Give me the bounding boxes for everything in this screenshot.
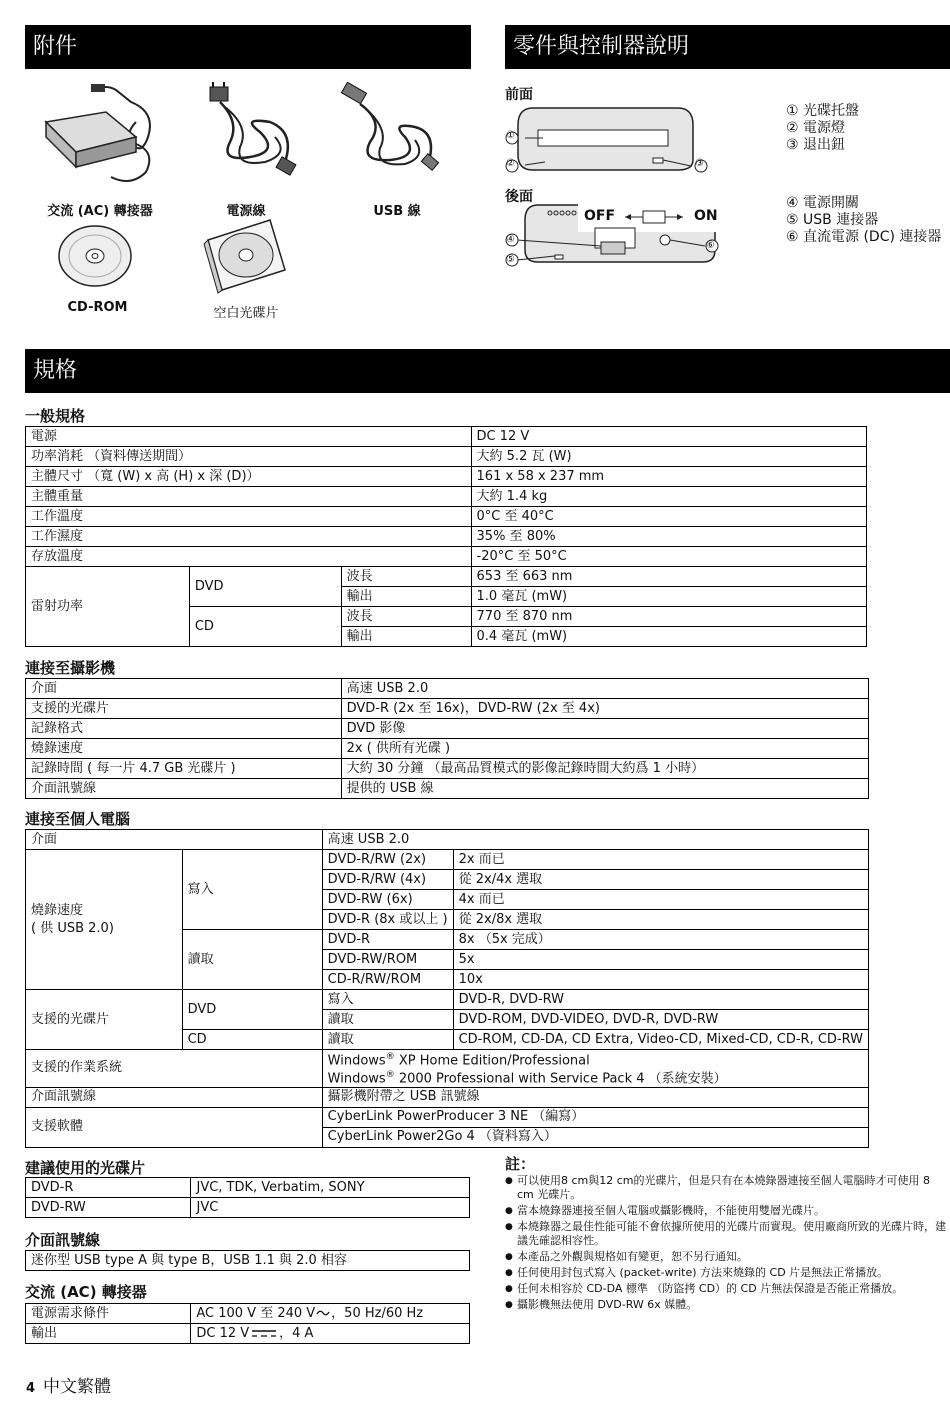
- spec-value: 攝影機附帶之 USB 訊號線: [322, 1087, 868, 1107]
- media-type: DVD-R/RW (2x): [322, 850, 453, 870]
- media-type: DVD-R (8x 或以上 ): [322, 910, 453, 930]
- os-value: [322, 1050, 868, 1088]
- registered-mark: ®: [385, 1052, 395, 1062]
- spec-value: 1.0 毫瓦 (mW): [471, 587, 866, 607]
- notes-section: [505, 1155, 950, 1314]
- accessories-header: [25, 25, 471, 69]
- spec-label: 電源: [26, 427, 472, 447]
- read-label: 讀取: [322, 1030, 453, 1050]
- rear-marker-4: ④: [506, 234, 515, 245]
- blank-disc-illustration: [200, 215, 290, 295]
- ac-adapter-table: [25, 1303, 470, 1344]
- os-edition: 2000 Professional with Service Pack 4 （系統安裝）: [394, 1071, 727, 1087]
- legend-item: ⑤ USB 連接器: [786, 212, 879, 228]
- parts-title: 零件與控制器說明: [513, 34, 690, 59]
- spec-label: DVD-RW: [26, 1198, 191, 1218]
- spec-label: 支援的光碟片: [26, 699, 342, 719]
- general-specs-table: [25, 426, 867, 647]
- spec-value: [191, 1324, 470, 1344]
- accessory-blank-disc-caption: 空白光碟片: [213, 306, 279, 321]
- spec-value: -20°C 至 50°C: [471, 547, 866, 567]
- spec-label: 工作濕度: [26, 527, 472, 547]
- spec-label: 主體重量: [26, 487, 472, 507]
- recommended-discs-table: [25, 1177, 470, 1218]
- spec-label: 燒錄速度: [26, 739, 342, 759]
- spec-label: 介面: [26, 679, 342, 699]
- burn-speed-line: ( 供 USB 2.0): [31, 920, 114, 936]
- spec-value: 大約 30 分鐘 （最高品質模式的影像記錄時間大約爲 1 小時）: [341, 759, 868, 779]
- note-item: ● 攝影機無法使用 DVD-RW 6x 媒體。: [505, 1298, 950, 1312]
- legend-item: ② 電源燈: [786, 120, 846, 136]
- spec-value: 35% 至 80%: [471, 527, 866, 547]
- cd-rom-illustration: [55, 222, 135, 290]
- table-row: [26, 467, 867, 487]
- read-label: 讀取: [182, 930, 322, 990]
- pc-specs-title: 連接至個人電腦: [25, 810, 131, 828]
- spec-value: 從 2x/8x 選取: [453, 910, 868, 930]
- accessories-title: 附件: [33, 34, 78, 59]
- spec-value: DVD-R, DVD-RW: [453, 990, 868, 1010]
- media-type: CD-R/RW/ROM: [322, 970, 453, 990]
- table-row: [26, 759, 869, 779]
- spec-value: 770 至 870 nm: [471, 607, 866, 627]
- laser-cd-label: CD: [189, 607, 341, 647]
- spec-value: 653 至 663 nm: [471, 567, 866, 587]
- spec-value: 5x: [453, 950, 868, 970]
- table-row: [26, 527, 867, 547]
- specs-header: [25, 349, 950, 393]
- note-item: ● 任何未相容於 CD-DA 標準 （防盜拷 CD）的 CD 片無法保證是否能正常播放。: [505, 1282, 950, 1296]
- table-row: [26, 739, 869, 759]
- media-dvd-label: DVD: [182, 990, 322, 1030]
- spec-value: 提供的 USB 線: [341, 779, 868, 799]
- dc-symbol-icon: [251, 1328, 277, 1338]
- page-footer: [26, 1372, 111, 1397]
- os-name: Windows: [327, 1053, 386, 1069]
- spec-value: 大約 1.4 kg: [471, 487, 866, 507]
- spec-value: 161 x 58 x 237 mm: [471, 467, 866, 487]
- burn-speed-line: 燒錄速度: [31, 902, 84, 918]
- spec-value: 0.4 毫瓦 (mW): [471, 627, 866, 647]
- spec-value: DVD 影像: [341, 719, 868, 739]
- spec-label: 記錄格式: [26, 719, 342, 739]
- voltage-text: DC 12 V: [196, 1325, 250, 1341]
- switch-off-label: OFF: [584, 208, 616, 224]
- spec-value: JVC, TDK, Verbatim, SONY: [191, 1178, 470, 1198]
- rear-marker-5: ⑤: [506, 254, 515, 265]
- media-type: DVD-RW/ROM: [322, 950, 453, 970]
- notes-list: [505, 1174, 950, 1312]
- front-marker-2: ②: [506, 158, 515, 169]
- rear-parts-legend: [786, 195, 941, 246]
- laser-power-label: 雷射功率: [26, 567, 190, 647]
- table-row: [26, 487, 867, 507]
- front-marker-3: ③: [695, 158, 704, 169]
- os-name: Windows: [327, 1071, 386, 1087]
- burn-speed-label: [26, 850, 183, 990]
- voltage-text: AC 100 V 至 240 V: [196, 1305, 316, 1321]
- laser-dvd-label: DVD: [189, 567, 341, 607]
- current-text: ，4 A: [279, 1325, 314, 1341]
- spec-label: 電源需求條件: [26, 1304, 191, 1324]
- note-item: ● 本燒錄器之最佳性能可能不會依據所使用的光碟片而實現。使用廠商所致的光碟片時，建議先確認相容性。: [505, 1220, 950, 1248]
- cable-table: [25, 1250, 470, 1271]
- table-row: [26, 567, 867, 587]
- table-row: [26, 1304, 470, 1324]
- ac-symbol-icon: [316, 1308, 330, 1318]
- spec-value: 高速 USB 2.0: [341, 679, 868, 699]
- accessory-cdrom-caption: CD-ROM: [67, 300, 128, 315]
- spec-value: DVD-R (2x 至 16x)，DVD-RW (2x 至 4x): [341, 699, 868, 719]
- table-row: [26, 547, 867, 567]
- table-row: [26, 427, 867, 447]
- notes-title: 註：: [505, 1155, 536, 1173]
- table-row: [26, 1251, 470, 1271]
- note-item: ● 任何使用封包式寫入 (packet-write) 方法來燒錄的 CD 片是無法正常播放。: [505, 1266, 950, 1280]
- power-cord-illustration: [200, 82, 310, 182]
- spec-value: 0°C 至 40°C: [471, 507, 866, 527]
- spec-value: CD-ROM, CD-DA, CD Extra, Video-CD, Mixed-CD, CD-R, CD-RW: [453, 1030, 868, 1050]
- spec-label: DVD-R: [26, 1178, 191, 1198]
- spec-label: 存放溫度: [26, 547, 472, 567]
- table-row: [26, 779, 869, 799]
- front-view-illustration: [503, 100, 718, 180]
- spec-value: DVD-ROM, DVD-VIDEO, DVD-R, DVD-RW: [453, 1010, 868, 1030]
- media-cd-label: CD: [182, 1030, 322, 1050]
- table-row: [26, 447, 867, 467]
- spec-label: 記錄時間 ( 每一片 4.7 GB 光碟片 ): [26, 759, 342, 779]
- output-label: 輸出: [341, 627, 471, 647]
- media-type: DVD-R/RW (4x): [322, 870, 453, 890]
- note-item: ● 本產品之外觀與規格如有變更，恕不另行通知。: [505, 1250, 950, 1264]
- usb-cable-illustration: [335, 82, 450, 182]
- table-row: [26, 990, 869, 1010]
- table-row: [26, 1178, 470, 1198]
- spec-value: DC 12 V: [471, 427, 866, 447]
- general-specs-title: 一般規格: [25, 407, 86, 425]
- spec-value: [191, 1304, 470, 1324]
- spec-value: CyberLink Power2Go 4 （資料寫入）: [322, 1127, 868, 1147]
- spec-value: 大約 5.2 瓦 (W): [471, 447, 866, 467]
- spec-value: 從 2x/4x 選取: [453, 870, 868, 890]
- spec-label: 介面訊號線: [26, 1087, 323, 1107]
- spec-label: 輸出: [26, 1324, 191, 1344]
- accessory-power-cord-caption: 電源線: [226, 204, 266, 219]
- spec-value: CyberLink PowerProducer 3 NE （編寫）: [322, 1107, 868, 1127]
- parts-header: [505, 25, 950, 69]
- table-row: [26, 850, 869, 870]
- front-parts-legend: [786, 103, 859, 154]
- spec-value: 8x （5x 完成）: [453, 930, 868, 950]
- wavelength-label: 波長: [341, 607, 471, 627]
- spec-label: 主體尺寸 （寬 (W) x 高 (H) x 深 (D)）: [26, 467, 472, 487]
- read-label: 讀取: [322, 1010, 453, 1030]
- note-item: ● 可以使用8 cm與12 cm的光碟片，但是只有在本燒錄器連接至個人電腦時才可使用 8 cm 光碟片。: [505, 1174, 950, 1202]
- spec-value: 高速 USB 2.0: [322, 830, 868, 850]
- ac-adapter-illustration: [36, 82, 166, 192]
- spec-value: 2x ( 供所有光碟 ): [341, 739, 868, 759]
- specs-title: 規格: [33, 358, 78, 383]
- output-label: 輸出: [341, 587, 471, 607]
- language-label: 中文繁體: [43, 1377, 112, 1397]
- spec-value: 4x 而已: [453, 890, 868, 910]
- table-row: [26, 1107, 869, 1127]
- switch-on-label: ON: [694, 208, 718, 224]
- os-edition: XP Home Edition/Professional: [394, 1053, 590, 1069]
- table-row: [26, 1324, 470, 1344]
- spec-value: 10x: [453, 970, 868, 990]
- legend-item: ③ 退出鈕: [786, 137, 846, 153]
- legend-item: ① 光碟托盤: [786, 103, 860, 119]
- write-label: 寫入: [322, 990, 453, 1010]
- legend-item: ④ 電源開關: [786, 195, 860, 211]
- registered-mark: ®: [385, 1070, 395, 1081]
- rear-view-label: 後面: [505, 189, 533, 205]
- spec-label: 工作溫度: [26, 507, 472, 527]
- spec-label: 功率消耗 （資料傳送期間）: [26, 447, 472, 467]
- front-marker-1: ①: [506, 130, 515, 141]
- spec-label: 介面: [26, 830, 323, 850]
- spec-value: 2x 而已: [453, 850, 868, 870]
- os-label: 支援的作業系統: [26, 1050, 323, 1088]
- rear-marker-6: ⑥: [706, 240, 715, 251]
- front-view-label: 前面: [505, 87, 533, 103]
- spec-value: 迷你型 USB type A 與 type B，USB 1.1 與 2.0 相容: [26, 1251, 470, 1271]
- frequency-text: ，50 Hz/60 Hz: [331, 1305, 424, 1321]
- table-row: [26, 1087, 869, 1107]
- legend-item: ⑥ 直流電源 (DC) 連接器: [786, 229, 942, 245]
- table-row: [26, 1198, 470, 1218]
- accessory-usb-cable-caption: USB 線: [373, 204, 421, 219]
- table-row: [26, 719, 869, 739]
- media-type: DVD-RW (6x): [322, 890, 453, 910]
- table-row: [26, 679, 869, 699]
- spec-label: 介面訊號線: [26, 779, 342, 799]
- recommended-discs-title: 建議使用的光碟片: [25, 1159, 146, 1177]
- table-row: [26, 507, 867, 527]
- spec-value: JVC: [191, 1198, 470, 1218]
- os-line: [328, 1050, 863, 1068]
- ac-adapter-title: 交流 (AC) 轉接器: [25, 1283, 147, 1301]
- supported-media-label: 支援的光碟片: [26, 990, 183, 1050]
- table-row: [26, 699, 869, 719]
- software-label: 支援軟體: [26, 1107, 323, 1147]
- write-label: 寫入: [182, 850, 322, 930]
- page-number: 4: [26, 1381, 36, 1396]
- camera-specs-table: [25, 678, 869, 799]
- cable-title: 介面訊號線: [25, 1231, 101, 1249]
- table-row: [26, 1050, 869, 1088]
- accessory-ac-adapter-caption: 交流 (AC) 轉接器: [47, 204, 153, 219]
- pc-specs-table: [25, 829, 869, 1148]
- note-item: ● 當本燒錄器連接至個人電腦或攝影機時，不能使用雙層光碟片。: [505, 1204, 950, 1218]
- wavelength-label: 波長: [341, 567, 471, 587]
- media-type: DVD-R: [322, 930, 453, 950]
- camera-specs-title: 連接至攝影機: [25, 659, 116, 677]
- os-line: [328, 1068, 863, 1086]
- table-row: [26, 830, 869, 850]
